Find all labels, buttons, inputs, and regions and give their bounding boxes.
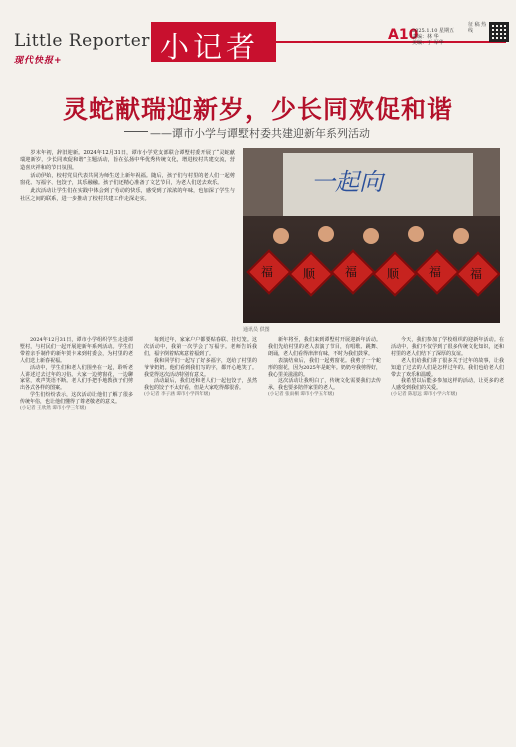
brand-english: Little Reporter <box>14 31 150 51</box>
body-column <box>268 337 381 399</box>
brand-logo-text: 现代快报+ <box>14 56 63 66</box>
lead-paragraph: 活动伊始，校村党员代表共同为师生送上新年祝福。随后，孩子们与村里的老人们一起剪窗花、写福字、包饺子，其乐融融。孩子们还精心准备了文艺节目，为老人们送去欢乐。 <box>20 172 235 187</box>
byline: (小记者 王欣然 谭市小学三年级) <box>20 406 87 412</box>
body-paragraph: 学生们纷纷表示，这次活动让他们了解了很多传统年俗，也让他们懂得了尊老敬老的意义。 <box>20 392 133 406</box>
body-paragraph: 每到过年，家家户户都要贴春联、挂灯笼。这次活动中，我第一次学会了写福字。老师告诉我们，福字倒着贴寓意着福到了。 <box>144 337 257 357</box>
page-number: A10 <box>388 27 419 43</box>
section-title: 小记者 <box>160 30 260 64</box>
subhead-rule <box>124 131 148 132</box>
submission-hotline: 征 稿 热 线 <box>468 22 487 34</box>
fu-character: 顺 <box>303 267 316 281</box>
body-column <box>20 337 133 413</box>
child-face <box>363 228 379 244</box>
article-subhead: ——谭市小学与谭墅村委共建迎新年系列活动 <box>150 127 370 140</box>
page-meta <box>412 28 464 46</box>
article-photo <box>243 148 500 323</box>
photo-board-text: 一起向 <box>311 168 383 196</box>
page-header <box>0 0 516 70</box>
body-paragraph: 这次活动让我明白了，传统文化需要我们去传承，我也要多陪伴家里的老人。 <box>268 378 381 392</box>
fu-character: 福 <box>470 267 483 281</box>
body-paragraph: 2024年12月31日，谭市小学组织学生走进谭墅村，与村民们一起开展迎新年系列活动。学生们带着亲手制作的新年贺卡来到村委会，为村里的老人们送上新春祝福。 <box>20 337 133 364</box>
byline: (小记者 陈思远 谭市小学六年级) <box>391 392 458 398</box>
child-face <box>273 228 289 244</box>
lead-paragraph: 岁末年初，辞旧迎新。2024年12月31日，谭市小学党支部联合谭墅村委开展了“灵蛇献瑞迎新岁，少长同欢促和谐”主题活动，旨在弘扬中华优秀传统文化，增进校村共建交流，营造喜庆祥和的节日氛围。 <box>20 150 235 171</box>
child-face <box>453 228 469 244</box>
issue-date: 2025.1.10 星期五 <box>412 28 455 34</box>
body-paragraph: 今天，我们参加了学校组织的迎新年活动。在活动中，我们不仅学到了很多传统文化知识，还和村里的老人们结下了深厚的友谊。 <box>391 337 504 357</box>
body-paragraph: 我希望以后能多参加这样的活动，让更多的老人感受到我们的关爱。 <box>391 378 504 392</box>
body-column <box>391 337 504 399</box>
body-paragraph: 我和同学们一起写了好多福字，送给了村里的爷爷奶奶。他们看到我们写的字，都开心地笑了。我觉得这次活动特别有意义。 <box>144 357 257 378</box>
editor-line-2: 美编：丁 军华 <box>412 40 444 46</box>
child-face <box>408 226 424 242</box>
body-paragraph: 老人们给我们讲了很多关于过年的故事，让我知道了过去的人们是怎样过年的。我们也给老人们带去了欢乐和温暖。 <box>391 357 504 378</box>
lead-paragraph: 此次活动让学生们在实践中体会到了劳动的快乐，感受到了浓浓的年味，也加深了学生与社区之间的联系，进一步推动了校村共建工作走深走实。 <box>20 188 235 202</box>
body-paragraph: 表演结束后，我们一起剪窗花。我剪了一个蛇形的窗花，因为2025年是蛇年。奶奶夸我剪得好，我心里美滋滋的。 <box>268 357 381 378</box>
body-paragraph: 活动最后，我们还和老人们一起包饺子，虽然我包的饺子不太好看，但是大家吃得都很香。 <box>144 378 257 392</box>
child-face <box>318 226 334 242</box>
fu-character: 顺 <box>387 267 400 281</box>
brand-logo <box>14 53 63 66</box>
byline: (小记者 李子涵 谭市小学四年级) <box>144 392 211 398</box>
qr-code-icon <box>489 22 509 42</box>
byline: (小记者 张雨桐 谭市小学五年级) <box>268 392 335 398</box>
body-paragraph: 新年将至，我们来到谭墅村开展迎新年活动。我们先给村里的老人表演了节目，有唱歌、跳舞、朗诵，老人们看得津津有味，不时为我们鼓掌。 <box>268 337 381 357</box>
body-paragraph: 活动中，学生们和老人们围坐在一起，聆听老人讲述过去过年的习俗。大家一边剪窗花，一边聊家常，欢声笑语不断。老人们手把手地教孩子们剪出各式各样的图案。 <box>20 364 133 392</box>
article-headline: 灵蛇献瑞迎新岁，少长同欢促和谐 <box>62 95 453 124</box>
body-column <box>144 337 257 399</box>
fu-character: 福 <box>429 265 442 279</box>
lead-paragraphs <box>20 150 235 204</box>
fu-character: 福 <box>345 265 358 279</box>
editor-line-1: 责编：林 华 <box>412 34 439 40</box>
photo-caption: 通讯员 供图 <box>243 327 270 333</box>
fu-character: 福 <box>261 265 274 279</box>
